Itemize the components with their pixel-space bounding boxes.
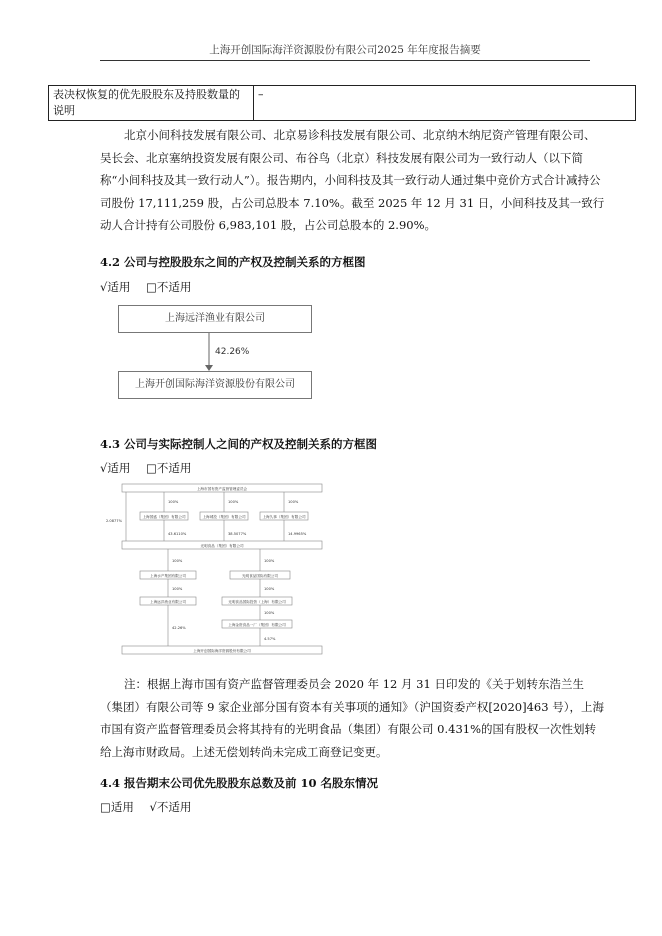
- holding-percentage: 42.26%: [215, 347, 250, 357]
- not-applicable-option: □不适用: [145, 280, 192, 294]
- section-4-2-options: [100, 279, 191, 295]
- page-header: 上海开创国际海洋资源股份有限公司2025 年年度报告摘要: [209, 44, 481, 56]
- applicable-option: √适用: [100, 461, 131, 475]
- company-box: 上海开创国际海洋资源股份有限公司: [118, 371, 312, 399]
- pct-2: 100%: [228, 500, 239, 504]
- company-label: 上海开创国际海洋资源股份有限公司: [193, 649, 251, 653]
- section-4-2-heading: 4.2 公司与控股股东之间的产权及控制关系的方框图: [100, 255, 366, 269]
- bright-food-intl-label: 光明食品国际有限公司: [242, 574, 278, 578]
- header-rule: [100, 60, 590, 61]
- pct-chengtou: 38.5077%: [228, 532, 247, 536]
- pct-4: 100%: [172, 559, 183, 563]
- pct-jiushi: 14.9965%: [288, 532, 307, 536]
- pct-6: 100%: [172, 587, 183, 591]
- pct-left: 2.0877%: [106, 519, 122, 523]
- applicable-option: □适用: [100, 800, 134, 814]
- guosheng-label: 上海国盛（集团）有限公司: [142, 515, 186, 519]
- section-4-3-options: [100, 460, 191, 476]
- pct-guosheng: 43.6110%: [168, 532, 187, 536]
- ocean-fishery-label: 上海远洋渔业有限公司: [150, 600, 186, 604]
- applicable-option: √适用: [100, 280, 131, 294]
- pct-3: 100%: [288, 500, 299, 504]
- shareholder-paragraph: 北京小间科技发展有限公司、北京易诊科技发展有限公司、北京纳木纳尼资产管理有限公司、吴长会、北京塞纳投资发展有限公司、布谷鸟（北京）科技发展有限公司为一致行动人（以下简称“小间科技及其一致行动人”）。报告期内，小间科技及其一致行动人通过集中竞价方式合计减持公司股份 17,111,259 股，占公司总股本 7.10%。截至 2025 年 12 月 31 日，小间科技及其一致行动人合计持有公司股份 6,983,101 股，占公司总股本的 2.90%。: [100, 128, 605, 232]
- actual-controller-diagram: [106, 480, 332, 660]
- table-label-cell: 表决权恢复的优先股股东及持股数量的说明: [49, 86, 254, 121]
- sasac-label: 上海市国有资产监督管理委员会: [196, 487, 248, 491]
- bright-food-label: 光明食品（集团）有限公司: [200, 544, 244, 548]
- chengtou-label: 上海城投（集团）有限公司: [202, 515, 246, 519]
- aquatic-group-label: 上海水产集团有限公司: [150, 574, 186, 578]
- pct-9: 42.26%: [172, 626, 186, 630]
- pct-5: 100%: [264, 559, 275, 563]
- preferred-shares-table: [48, 85, 636, 121]
- jinzi-food-label: 上海金资食品一厂（集团）有限公司: [228, 623, 286, 627]
- pct-1: 100%: [168, 500, 179, 504]
- jiushi-label: 上海久事（集团）有限公司: [262, 515, 306, 519]
- section-4-4-heading: 4.4 报告期末公司优先股股东总数及前 10 名股东情况: [100, 776, 379, 790]
- pct-7: 100%: [264, 587, 275, 591]
- table-row: [49, 86, 636, 121]
- section-4-4-options: [100, 799, 191, 815]
- pct-8: 100%: [264, 611, 275, 615]
- bright-food-intl-invest-label: 光明食品国际投资（上海）有限公司: [228, 600, 286, 604]
- not-applicable-option: √不适用: [149, 800, 192, 814]
- section-4-3-heading: 4.3 公司与实际控制人之间的产权及控制关系的方框图: [100, 437, 378, 451]
- not-applicable-option: □不适用: [145, 461, 192, 475]
- controlling-shareholder-box: 上海远洋渔业有限公司: [118, 305, 312, 333]
- pct-10: 4.57%: [264, 637, 276, 641]
- transfer-note: 注：根据上海市国有资产监督管理委员会 2020 年 12 月 31 日印发的《关于划转东浩兰生（集团）有限公司等 9 家企业部分国有资本有关事项的通知》（沪国资委产权[2020]463 号），上海市国有资产监督管理委员会将其持有的光明食品（集团）有限公司 0.431%的国有股权一次性划转给上海市财政局。上述无偿划转尚未完成工商登记变更。: [100, 677, 604, 759]
- table-value-cell: –: [254, 86, 636, 121]
